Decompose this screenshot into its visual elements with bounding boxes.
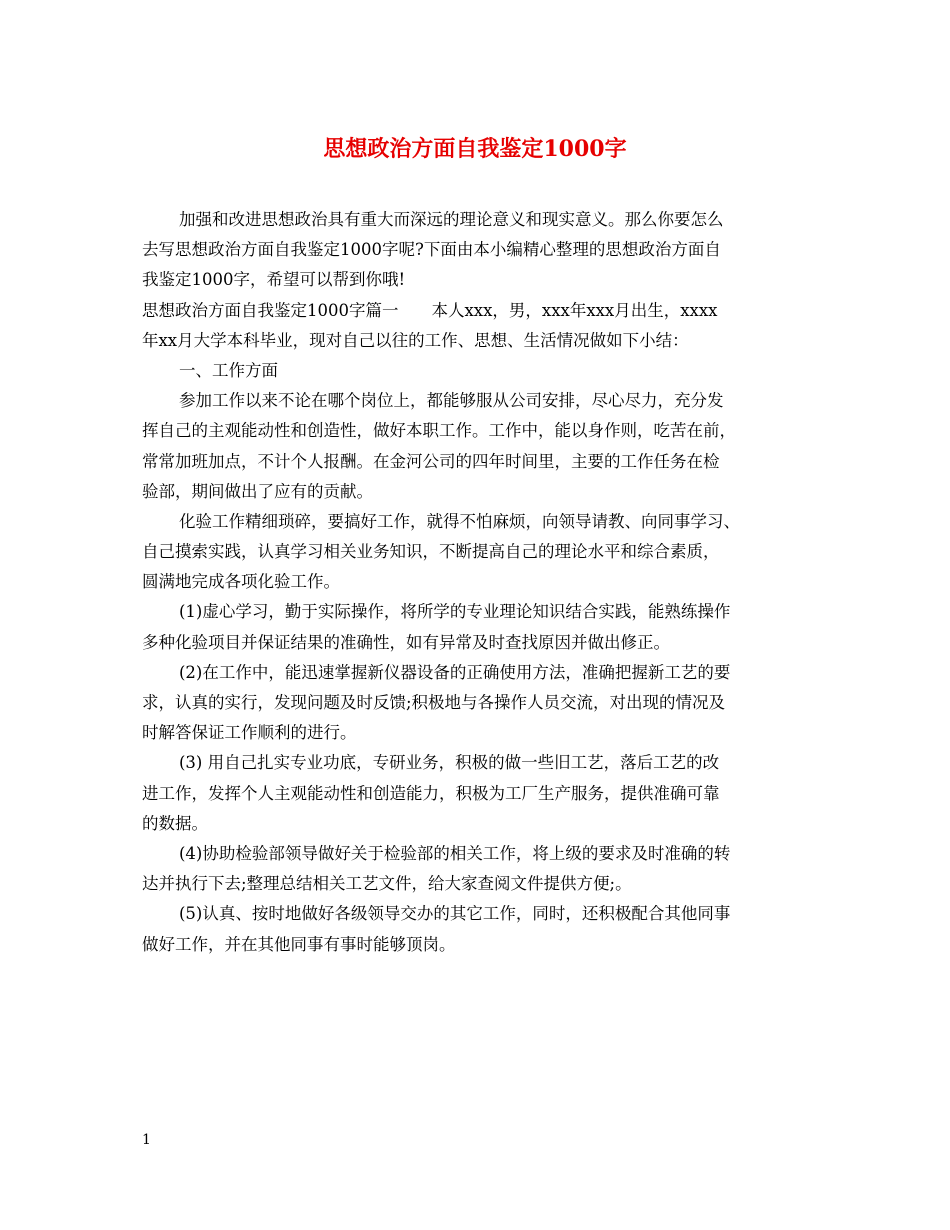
list-item-line: (4)协助检验部领导做好关于检验部的相关工作，将上级的要求及时准确的转: [179, 843, 731, 863]
list-item-line: 做好工作，并在其他同事有事时能够顶岗。: [142, 934, 456, 954]
paragraph-line: 验部，期间做出了应有的贡献。: [142, 481, 373, 501]
list-item-line: (5)认真、按时地做好各级领导交办的其它工作，同时，还积极配合其他同事: [179, 904, 731, 924]
list-item-line: 求，认真的实行，发现问题及时反馈;积极地与各操作人员交流，对出现的情况及: [142, 693, 726, 712]
list-item-line: (2)在工作中，能迅速掌握新仪器设备的正确使用方法，准确把握新工艺的要: [179, 662, 731, 682]
paragraph-line: 思想政治方面自我鉴定1000字篇一 本人xxx，男，xxx年xxx月出生，xxxx: [142, 300, 718, 320]
paragraph-line: 年xx月大学本科毕业，现对自己以往的工作、思想、生活情况做如下小结：: [142, 330, 689, 350]
list-item-line: (1)虚心学习，勤于实际操作，将所学的专业理论知识结合实践，能熟练操作: [179, 602, 731, 622]
paragraph-line: 参加工作以来不论在哪个岗位上，都能够服从公司安排，尽心尽力，充分发: [179, 391, 724, 411]
paragraph-line: 加强和改进思想政治具有重大而深远的理论意义和现实意义。那么你要怎么: [179, 210, 724, 229]
section-heading: 一、工作方面: [179, 360, 278, 380]
list-item-line: 达并执行下去;整理总结相关工艺文件，给大家查阅文件提供方便;。: [142, 874, 632, 894]
paragraph-line: 常常加班加点，不计个人报酬。在金河公司的四年时间里，主要的工作任务在检: [142, 451, 720, 471]
list-item-line: 时解答保证工作顺利的进行。: [142, 723, 357, 743]
page-number: 1: [142, 1132, 151, 1148]
paragraph-line: 自己摸索实践，认真学习相关业务知识，不断提高自己的理论水平和综合素质，: [142, 542, 720, 562]
list-item-line: 多种化验项目并保证结果的准确性，如有异常及时查找原因并做出修正。: [142, 632, 670, 652]
paragraph-line: 我鉴定1000字，希望可以帮到你哦!: [142, 270, 406, 290]
paragraph-line: 挥自己的主观能动性和创造性，做好本职工作。工作中，能以身作则，吃苦在前，: [142, 421, 736, 441]
paragraph-line: 化验工作精细琐碎，要搞好工作，就得不怕麻烦，向领导请教、向同事学习、: [179, 511, 740, 531]
document-body: [142, 205, 812, 960]
list-item-line: 的数据。: [142, 813, 208, 833]
document-title: 思想政治方面自我鉴定1000字: [323, 136, 627, 162]
paragraph-line: 圆满地完成各项化验工作。: [142, 572, 340, 592]
list-item-line: (3) 用自己扎实专业功底，专研业务，积极的做一些旧工艺，落后工艺的改: [179, 753, 720, 773]
list-item-line: 进工作，发挥个人主观能动性和创造能力，积极为工厂生产服务，提供准确可靠: [142, 783, 720, 803]
paragraph-line: 去写思想政治方面自我鉴定1000字呢?下面由本小编精心整理的思想政治方面自: [142, 240, 721, 260]
